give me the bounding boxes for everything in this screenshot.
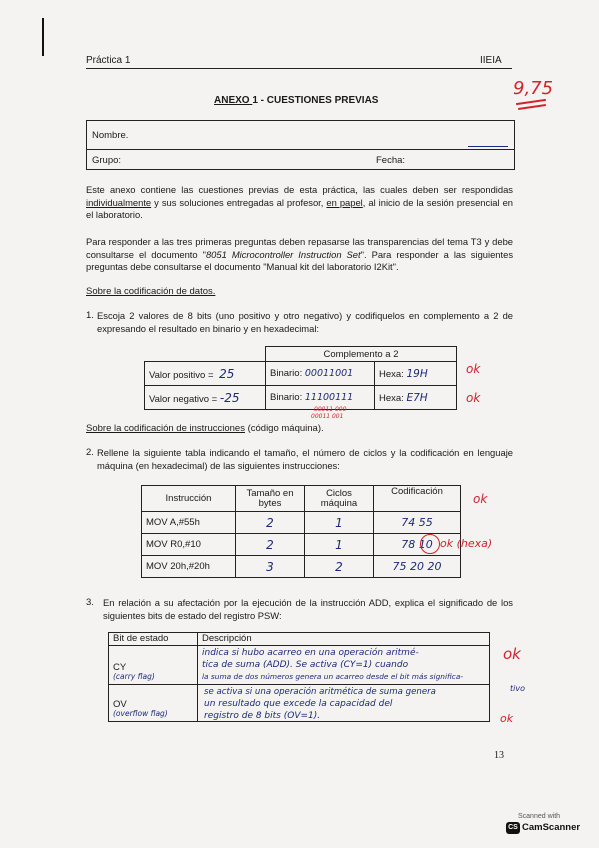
q1-positive-value: 25: [219, 366, 235, 381]
scanner-logo-text: CS: [508, 824, 518, 831]
form-box: [86, 120, 515, 170]
table-row: [142, 534, 461, 556]
section-2-heading: [86, 423, 324, 434]
section-1-heading: Sobre la codificación de datos.: [86, 286, 216, 297]
q1-positive-binary: 00011001: [304, 368, 354, 379]
q2-size-2: 2: [236, 534, 305, 556]
q1-negative-binary-label: Binario:: [270, 392, 303, 403]
intro-p1-text-e: , al inicio de la sesión presencial en el laboratorio.: [86, 196, 514, 220]
q2-text: Rellene la siguiente tabla indicando el tamaño, el número de ciclos y la codificación en lenguaje máquina (en hexadecimal) de las siguientes instrucciones:: [97, 447, 513, 471]
q2-header-instruction: Instrucción: [142, 486, 236, 512]
q1-scratch-2: 00011 001: [311, 413, 344, 420]
q1-positive-label: Valor positivo =: [149, 369, 214, 381]
q3-cy-desc-1: indica si hubo acarreo en una operación aritmé-: [202, 648, 419, 658]
q1-negative-hex-label: Hexa:: [379, 392, 404, 404]
q1-row-negative-label-cell: [145, 386, 266, 410]
q2-header-cycles: Ciclos máquina: [305, 486, 374, 512]
scanner-text-line2: CamScanner: [522, 822, 581, 833]
q2-size-3: 3: [236, 556, 305, 578]
q1-row-positive-label-cell: [145, 362, 266, 386]
q3-bit-ov-note: (overflow flag): [113, 709, 168, 718]
q1-number: 1.: [86, 310, 94, 321]
q1-empty-cell: [145, 347, 266, 362]
form-divider: [86, 149, 514, 150]
q1-row-positive-binary-cell: [266, 362, 375, 386]
q3-header-desc: Descripción: [202, 633, 252, 644]
section-2-heading-b: (código máquina).: [244, 423, 324, 434]
header-right: IIEIA: [480, 55, 502, 66]
q2-header-size: Tamaño en bytes: [236, 486, 305, 512]
q3-mark-1: ok: [503, 645, 521, 663]
grade-underline-2: [518, 104, 546, 110]
q1-table-header: Complemento a 2: [266, 347, 457, 362]
scanner-text-line1: Scanned with: [518, 813, 561, 820]
intro-p1-text-c: y sus soluciones entregadas al profesor,: [151, 196, 327, 208]
grade: 9,75: [513, 78, 554, 99]
page-title: [214, 95, 378, 106]
q2-cycles-3: 2: [305, 556, 374, 578]
q3-header-rule: [108, 645, 489, 646]
q1-text: Escoja 2 valores de 8 bits (uno positivo y otro negativo) y codifiquelos en complemento a 2 de expresando el resultado en binario y en hexadecimal:: [97, 310, 513, 334]
q1-mark-1: ok: [466, 362, 481, 376]
q2-instr-3: MOV 20h,#20h: [142, 556, 236, 578]
margin-mark: [42, 18, 44, 56]
q3-cy-desc-extra: tivo: [510, 684, 525, 693]
q1-scratch-1: 00011 000: [314, 406, 347, 413]
intro-paragraph-1: [86, 184, 513, 222]
q1-negative-hex: E7H: [406, 391, 428, 404]
q3-ov-desc-2: un resultado que excede la capacidad del: [204, 699, 393, 709]
intro-p2-text-b: 8051 Microcontroller Instruction Set: [205, 248, 361, 260]
q3-row-rule: [108, 684, 489, 685]
section-2-heading-a: Sobre la codificación de instrucciones: [86, 423, 245, 434]
q2-number: 2.: [86, 447, 94, 458]
q3-col-rule: [197, 632, 198, 721]
q1-positive-binary-label: Binario:: [270, 368, 303, 379]
table-row: [142, 556, 461, 578]
q3-cy-desc-3: la suma de dos números genera un acarreo desde el bit más significa-: [202, 672, 464, 681]
q1-positive-hex-label: Hexa:: [379, 368, 404, 380]
scanner-logo-icon: [506, 822, 520, 834]
intro-p1-text-a: Este anexo contiene las cuestiones previas de esta práctica, las cuales deben ser respondidas: [86, 184, 513, 195]
q2-size-1: 2: [236, 512, 305, 534]
name-label: Nombre.: [92, 130, 129, 141]
group-label: Grupo:: [92, 155, 122, 166]
header-rule: [86, 68, 512, 69]
q3-ov-desc-1: se activa si una operación aritmética de suma genera: [204, 687, 436, 697]
q1-table: [144, 346, 457, 410]
q1-negative-value: -25: [219, 390, 240, 405]
q2-table: [141, 485, 461, 578]
q3-bit-cy: CY: [113, 662, 127, 673]
q1-row-negative-hex-cell: [375, 386, 457, 410]
q2-code-3: 75 20 20: [374, 556, 461, 578]
q3-cy-desc-2: tica de suma (ADD). Se activa (CY=1) cuando: [202, 660, 409, 670]
header-left: Práctica 1: [86, 55, 131, 66]
q2-cycles-2: 1: [305, 534, 374, 556]
q3-bit-ov: OV: [113, 699, 127, 710]
date-label: Fecha:: [376, 155, 406, 166]
title-annex: ANEXO: [214, 95, 253, 106]
q3-header-bit: Bit de estado: [113, 633, 169, 644]
q2-instr-1: MOV A,#55h: [142, 512, 236, 534]
intro-p1-text-d: en papel: [326, 196, 363, 208]
q2-mark: ok: [473, 492, 488, 506]
q3-text: En relación a su afectación por la ejecución de la instrucción ADD, explica el significado de los siguientes bits de estado del registro PSW:: [103, 597, 513, 621]
q2-code-1: 74 55: [374, 512, 461, 534]
q1-negative-binary: 11100111: [304, 392, 354, 403]
q3-bit-cy-note: (carry flag): [113, 672, 155, 681]
q3-number: 3.: [86, 597, 94, 608]
intro-paragraph-2: [86, 236, 513, 274]
q3-mark-2: ok: [500, 712, 514, 725]
q3-ov-desc-3: registro de 8 bits (OV=1).: [204, 711, 321, 721]
q2-circle: [420, 534, 440, 554]
table-row: [142, 512, 461, 534]
intro-p2-text-c: ". Para responder a las siguientes preguntas debe consultarse el documento "Manual kit del laboratorio I2Kit".: [86, 248, 514, 272]
q1-negative-label: Valor negativo =: [149, 393, 218, 405]
page-number: 13: [494, 750, 504, 761]
hand-scribble-line: [468, 146, 508, 147]
intro-p2-text-a: Para responder a las tres primeras preguntas deben repasarse las transparencias del tema T3 y debe consultarse el documento ": [86, 236, 513, 260]
q2-note: ok (hexa): [440, 537, 493, 550]
q1-positive-hex: 19H: [406, 367, 428, 380]
q2-instr-2: MOV R0,#10: [142, 534, 236, 556]
q2-code-2: 78 10: [374, 534, 461, 556]
q1-mark-2: ok: [466, 391, 481, 405]
q1-row-positive-hex-cell: [375, 362, 457, 386]
q2-header-code: Codificación: [374, 486, 461, 512]
title-rest: 1 - CUESTIONES PREVIAS: [252, 95, 379, 106]
intro-p1-text-b: individualmente: [86, 196, 152, 208]
q2-cycles-1: 1: [305, 512, 374, 534]
